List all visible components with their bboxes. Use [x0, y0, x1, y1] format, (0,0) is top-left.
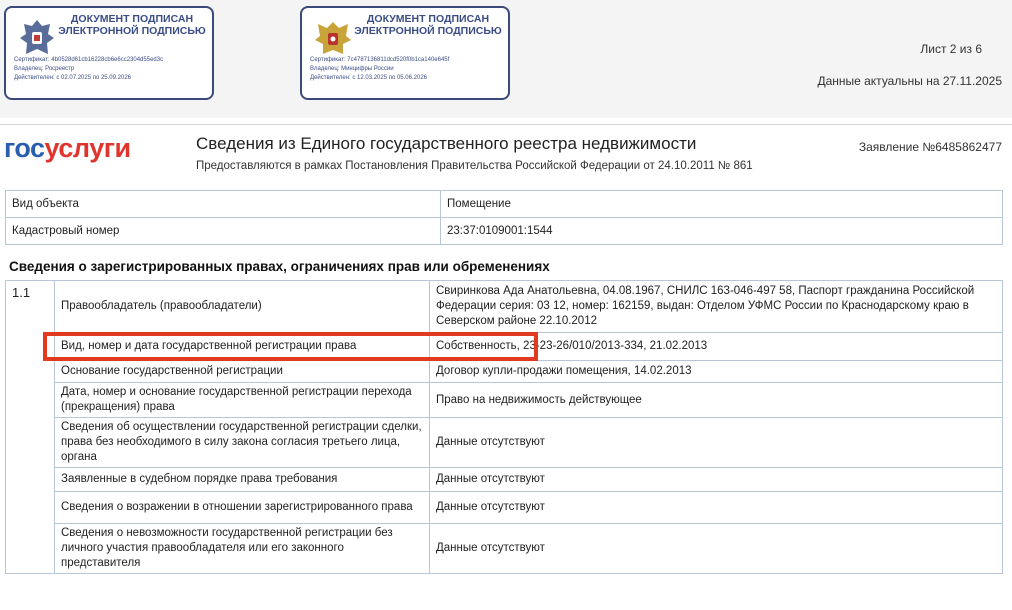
signature-stamp-2	[300, 6, 510, 100]
signature-stamp-1	[4, 6, 214, 100]
stamp-owner: Владелец: Минцифры России	[310, 66, 394, 72]
row-value: Право на недвижимость действующее	[430, 383, 1003, 418]
document-subtitle: Предоставляются в рамках Постановления Правительства Российской Федерации от 24.10.2011 № 861	[196, 160, 753, 172]
rights-section-title: Сведения о зарегистрированных правах, ограничениях прав или обременениях	[9, 259, 550, 274]
rosreestr-emblem-icon	[16, 16, 58, 60]
row-label: Заявленные в судебном порядке права требования	[55, 468, 430, 492]
logo-part-1: гос	[4, 133, 45, 163]
stamp-owner: Владелец: Росреестр	[14, 66, 75, 72]
stamp-meta	[310, 56, 504, 83]
table-row	[6, 492, 1003, 524]
row-label: Вид, номер и дата государственной регистрации права	[55, 333, 430, 361]
stamp-valid: Действителен: с 02.07.2025 по 25.09.2026	[14, 75, 131, 81]
row-value: Данные отсутствуют	[430, 468, 1003, 492]
stamp-cert: Сертификат: 7c4787136811dcd520f0b1ca140e645f	[310, 57, 450, 63]
table-row	[6, 383, 1003, 418]
object-type-label: Вид объекта	[6, 191, 441, 218]
stamp-valid: Действителен: с 12.03.2025 по 05.06.2026	[310, 75, 427, 81]
table-row	[6, 418, 1003, 468]
row-value: Договор купли-продажи помещения, 14.02.2013	[430, 361, 1003, 383]
rights-table	[5, 280, 1003, 574]
table-row	[6, 191, 1003, 218]
cadastral-number-value: 23:37:0109001:1544	[441, 218, 1003, 245]
stamp-title: ДОКУМЕНТ ПОДПИСАН ЭЛЕКТРОННОЙ ПОДПИСЬЮ	[58, 13, 206, 37]
row-value: Собственность, 23-23-26/010/2013-334, 21.02.2013	[430, 333, 1003, 361]
row-value: Свиринкова Ада Анатольевна, 04.08.1967, СНИЛС 163-046-497 58, Паспорт гражданина Российской Федерации серия: 03 12, номер: 162159, выдан: Отделом УФМС России по Краснодарскому краю в Северском районе 22.10.2012	[430, 281, 1003, 333]
document-title: Сведения из Единого государственного реестра недвижимости	[196, 134, 697, 153]
table-row	[6, 281, 1003, 333]
row-label: Дата, номер и основание государственной регистрации перехода (прекращения) права	[55, 383, 430, 418]
row-value: Данные отсутствуют	[430, 418, 1003, 468]
object-table	[5, 190, 1003, 245]
request-number: Заявление №6485862477	[858, 140, 1002, 154]
stamp-title: ДОКУМЕНТ ПОДПИСАН ЭЛЕКТРОННОЙ ПОДПИСЬЮ	[354, 13, 502, 37]
table-row	[6, 361, 1003, 383]
table-row	[6, 218, 1003, 245]
row-label: Сведения о невозможности государственной регистрации без личного участия правообладателя или его законного представителя	[55, 524, 430, 574]
stamp-meta	[14, 56, 208, 83]
row-label: Сведения об осуществлении государственной регистрации сделки, права без необходимого в силу закона согласия третьего лица, органа	[55, 418, 430, 468]
russia-eagle-emblem-icon	[312, 16, 354, 60]
logo-part-2: услуги	[44, 133, 131, 163]
row-label: Правообладатель (правообладатели)	[55, 281, 430, 333]
highlight-box	[43, 332, 538, 361]
sheet-number: Лист 2 из 6	[920, 42, 982, 56]
gosuslugi-logo	[4, 131, 131, 165]
cadastral-number-label: Кадастровый номер	[6, 218, 441, 245]
row-label: Сведения о возражении в отношении зарегистрированного права	[55, 492, 430, 524]
record-number: 1.1	[6, 281, 55, 574]
stamp-cert: Сертификат: 4b0528d61cb16228cb6e6cc2304d55ed3c	[14, 57, 164, 63]
data-actual-date: Данные актуальны на 27.11.2025	[817, 74, 1002, 88]
table-row	[6, 524, 1003, 574]
row-label: Основание государственной регистрации	[55, 361, 430, 383]
row-value: Данные отсутствуют	[430, 524, 1003, 574]
object-type-value: Помещение	[441, 191, 1003, 218]
row-value: Данные отсутствуют	[430, 492, 1003, 524]
divider	[0, 124, 1012, 125]
table-row	[6, 468, 1003, 492]
